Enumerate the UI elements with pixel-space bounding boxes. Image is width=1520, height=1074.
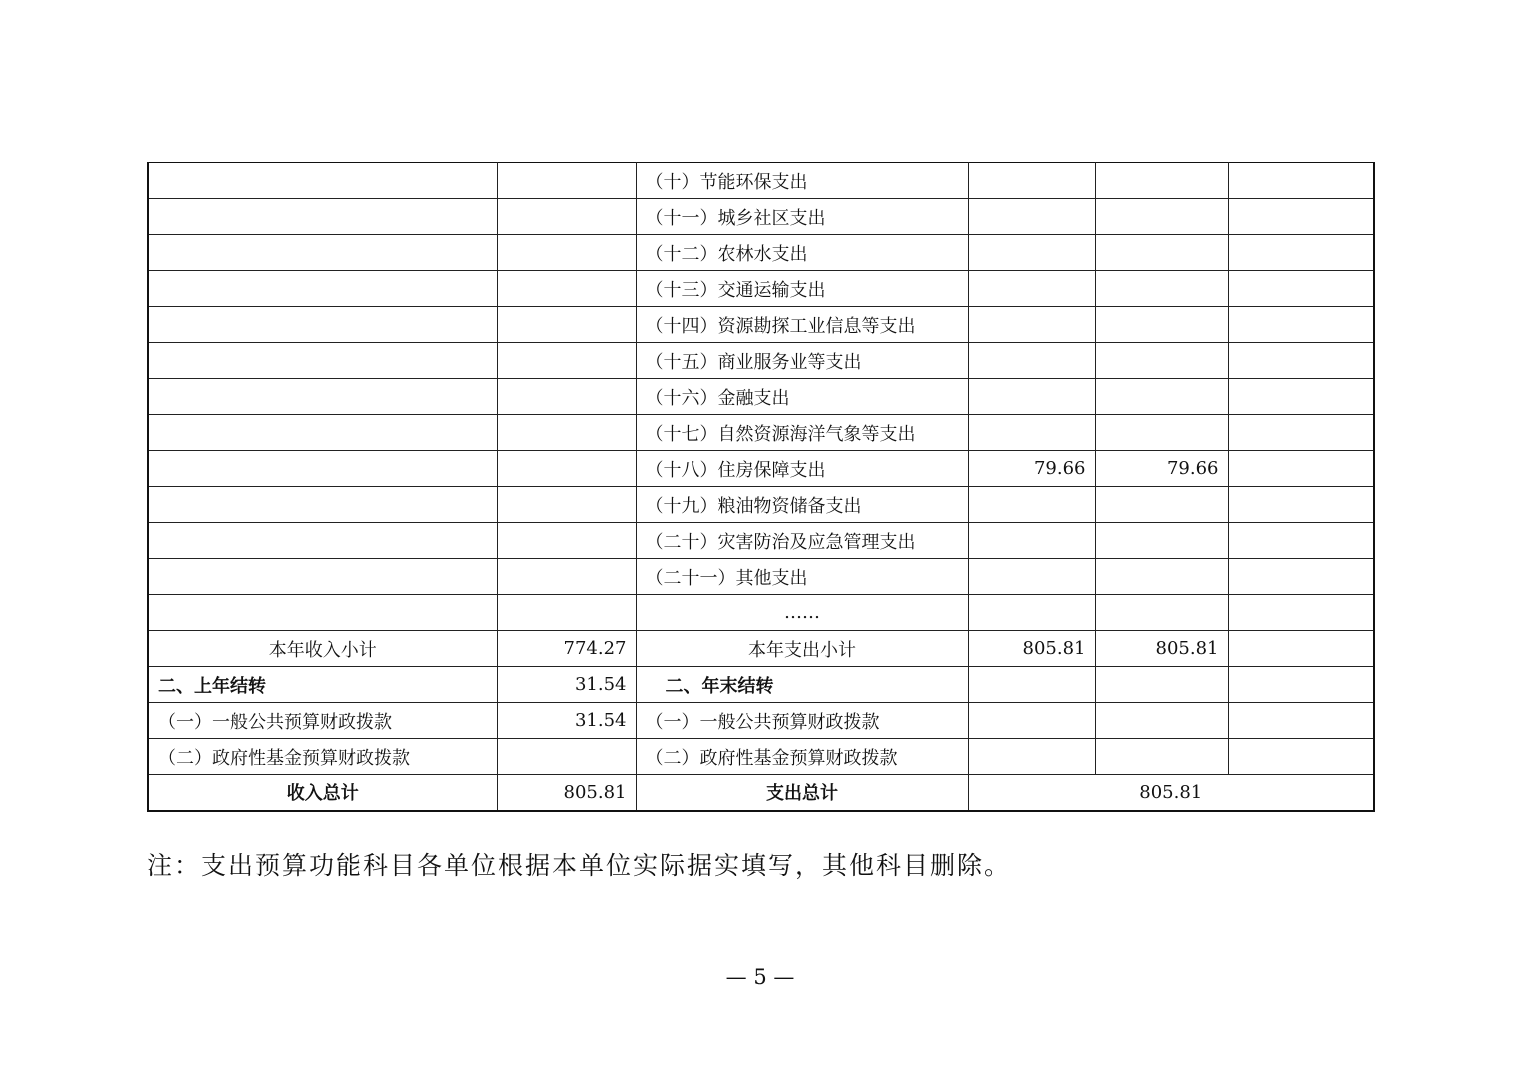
table-cell (1228, 415, 1374, 451)
table-cell (968, 271, 1095, 307)
table-cell (1228, 307, 1374, 343)
budget-table-body (148, 163, 1374, 811)
expense-total-value: 805.81 (968, 775, 1374, 811)
table-cell (1228, 523, 1374, 559)
table-cell (1228, 739, 1374, 775)
table-cell (148, 379, 497, 415)
table-cell (1228, 559, 1374, 595)
table-row (148, 523, 1374, 559)
income-total-label: 收入总计 (148, 775, 497, 811)
table-cell (1095, 343, 1228, 379)
table-cell (148, 307, 497, 343)
table-cell (1228, 163, 1374, 199)
table-cell (497, 559, 636, 595)
table-cell (497, 415, 636, 451)
table-row (148, 163, 1374, 199)
table-cell (1228, 451, 1374, 487)
table-cell (497, 199, 636, 235)
table-cell (968, 343, 1095, 379)
table-cell (968, 487, 1095, 523)
table-cell: 二、年末结转 (636, 667, 968, 703)
table-cell (148, 163, 497, 199)
table-cell (148, 523, 497, 559)
table-row (148, 379, 1374, 415)
table-cell (497, 451, 636, 487)
table-cell: （一）一般公共预算财政拨款 (148, 703, 497, 739)
table-cell (1228, 667, 1374, 703)
table-cell (1095, 559, 1228, 595)
table-cell (148, 451, 497, 487)
table-cell: （十五）商业服务业等支出 (636, 343, 968, 379)
table-row (148, 667, 1374, 703)
table-cell: 二、上年结转 (148, 667, 497, 703)
table-cell (1228, 595, 1374, 631)
table-cell (968, 559, 1095, 595)
budget-table (147, 162, 1375, 812)
income-total-value: 805.81 (497, 775, 636, 811)
table-cell (968, 703, 1095, 739)
table-cell: 本年收入小计 (148, 631, 497, 667)
table-cell (1095, 739, 1228, 775)
table-row (148, 739, 1374, 775)
table-cell: （十九）粮油物资储备支出 (636, 487, 968, 523)
table-cell: 774.27 (497, 631, 636, 667)
table-cell (1095, 415, 1228, 451)
page-number: — 5 — (725, 965, 795, 989)
table-cell: （十七）自然资源海洋气象等支出 (636, 415, 968, 451)
table-cell (968, 163, 1095, 199)
table-cell (968, 667, 1095, 703)
table-cell: （一）一般公共预算财政拨款 (636, 703, 968, 739)
table-cell (1095, 235, 1228, 271)
table-cell: （二十一）其他支出 (636, 559, 968, 595)
table-cell (148, 235, 497, 271)
table-cell: 805.81 (968, 631, 1095, 667)
table-cell (148, 199, 497, 235)
table-cell (148, 595, 497, 631)
table-cell: 79.66 (1095, 451, 1228, 487)
table-row (148, 703, 1374, 739)
table-cell: （二）政府性基金预算财政拨款 (148, 739, 497, 775)
table-cell (497, 343, 636, 379)
table-cell (497, 487, 636, 523)
table-cell (1228, 199, 1374, 235)
table-row (148, 595, 1374, 631)
table-cell (1095, 163, 1228, 199)
table-row (148, 199, 1374, 235)
table-cell (968, 199, 1095, 235)
table-row (148, 343, 1374, 379)
table-row (148, 559, 1374, 595)
table-cell (968, 307, 1095, 343)
table-cell (1095, 307, 1228, 343)
table-cell: （十）节能环保支出 (636, 163, 968, 199)
table-row (148, 451, 1374, 487)
table-cell (968, 523, 1095, 559)
table-cell (1095, 595, 1228, 631)
table-cell (497, 739, 636, 775)
table-cell (1095, 379, 1228, 415)
table-cell (1095, 271, 1228, 307)
table-cell (968, 739, 1095, 775)
table-cell: （十二）农林水支出 (636, 235, 968, 271)
table-row (148, 487, 1374, 523)
table-cell (1228, 379, 1374, 415)
table-cell (1095, 667, 1228, 703)
table-cell (1095, 487, 1228, 523)
table-cell: 31.54 (497, 703, 636, 739)
table-cell: 31.54 (497, 667, 636, 703)
table-cell: 805.81 (1095, 631, 1228, 667)
table-row (148, 235, 1374, 271)
table-cell (968, 415, 1095, 451)
table-row (148, 631, 1374, 667)
table-cell (1228, 487, 1374, 523)
footnote: 注：支出预算功能科目各单位根据本单位实际据实填写，其他科目删除。 (147, 851, 1012, 880)
table-cell: 79.66 (968, 451, 1095, 487)
table-cell: （十八）住房保障支出 (636, 451, 968, 487)
table-row (148, 271, 1374, 307)
table-row (148, 307, 1374, 343)
table-cell: （十三）交通运输支出 (636, 271, 968, 307)
table-cell (1228, 631, 1374, 667)
table-cell (1095, 199, 1228, 235)
table-cell (148, 271, 497, 307)
table-cell: （十四）资源勘探工业信息等支出 (636, 307, 968, 343)
table-cell (1228, 703, 1374, 739)
table-cell: （十一）城乡社区支出 (636, 199, 968, 235)
table-cell (148, 343, 497, 379)
table-cell (497, 163, 636, 199)
totals-row (148, 775, 1374, 811)
table-cell (968, 379, 1095, 415)
table-cell (497, 379, 636, 415)
table-cell (497, 595, 636, 631)
table-cell: 本年支出小计 (636, 631, 968, 667)
table-cell (148, 487, 497, 523)
table-cell (148, 415, 497, 451)
table-cell (1228, 343, 1374, 379)
table-row (148, 415, 1374, 451)
table-cell: （二十）灾害防治及应急管理支出 (636, 523, 968, 559)
table-cell (497, 307, 636, 343)
table-cell (1228, 235, 1374, 271)
expense-total-label: 支出总计 (636, 775, 968, 811)
table-cell (1095, 523, 1228, 559)
table-cell (968, 235, 1095, 271)
table-cell (148, 559, 497, 595)
table-cell: （二）政府性基金预算财政拨款 (636, 739, 968, 775)
table-cell (497, 235, 636, 271)
table-cell: …… (636, 595, 968, 631)
table-cell (1095, 703, 1228, 739)
table-cell (968, 595, 1095, 631)
table-cell: （十六）金融支出 (636, 379, 968, 415)
table-cell (497, 271, 636, 307)
table-cell (1228, 271, 1374, 307)
table-cell (497, 523, 636, 559)
